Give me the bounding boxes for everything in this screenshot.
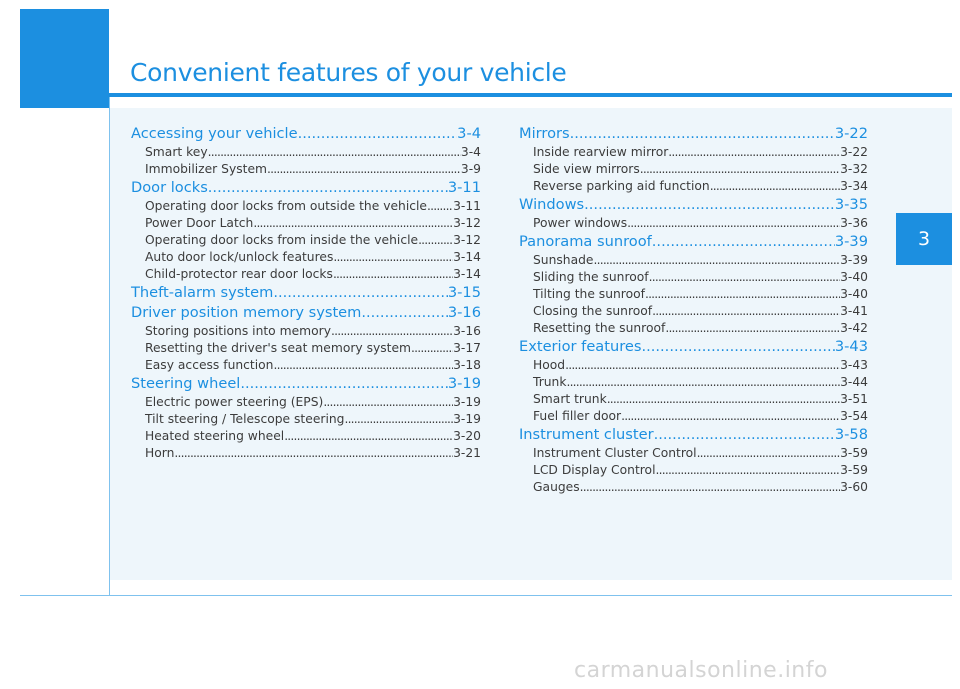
toc-item-page: 3-12 [453,233,481,247]
toc-item-page: 3-16 [453,324,481,338]
toc-item-page: 3-18 [453,358,481,372]
toc-section-label: Steering wheel [131,375,241,392]
toc-section-page: 3-39 [834,233,868,250]
toc-item-label: Inside rearview mirror [533,145,669,159]
dot-leader [333,249,453,266]
toc-section[interactable] [131,303,481,323]
toc-item-page: 3-60 [840,480,868,494]
toc-section-label: Exterior features [519,338,642,355]
toc-item[interactable] [519,178,868,195]
dot-leader [208,144,461,161]
toc-item[interactable] [519,462,868,479]
toc-item-label: Immobilizer System [145,162,268,176]
dot-leader [652,303,840,320]
toc-item-label: Closing the sunroof [533,304,653,318]
toc-item[interactable] [131,215,481,232]
toc-item-page: 3-40 [840,270,868,284]
toc-item-label: Sliding the sunroof [533,270,649,284]
toc-section[interactable] [519,425,868,445]
dot-leader [570,124,835,144]
dot-leader [649,269,840,286]
toc-section-label: Theft-alarm system [131,284,274,301]
footer-rule [20,595,952,596]
dot-leader [668,144,840,161]
toc-section[interactable] [131,283,481,303]
watermark: carmanualsonline.info [574,658,828,683]
toc-item[interactable] [131,340,481,357]
toc-item-page: 3-4 [460,145,481,159]
toc-item-label: Hood [533,358,566,372]
toc-item-label: Fuel filler door [533,409,622,423]
toc-section-label: Accessing your vehicle [131,125,298,142]
toc-item-label: Operating door locks from inside the vehicle [145,233,419,247]
toc-item-label: Heated steering wheel [145,429,285,443]
dot-leader [584,195,835,215]
toc-item[interactable] [519,445,868,462]
toc-item[interactable] [519,479,868,496]
toc-item-label: Storing positions into memory [145,324,331,338]
header-rule [20,93,952,97]
toc-section[interactable] [131,374,481,394]
toc-item-label: Tilt steering / Telescope steering [145,412,345,426]
dot-leader [344,411,453,428]
toc-item-label: Smart key [145,145,208,159]
dot-leader [640,161,840,178]
toc-item-label: Resetting the sunroof [533,321,666,335]
toc-item[interactable] [131,198,481,215]
toc-item[interactable] [519,161,868,178]
toc-item[interactable] [519,357,868,374]
dot-leader [273,357,453,374]
toc-section-page: 3-16 [447,304,481,321]
toc-item-label: Reverse parking aid function [533,179,710,193]
dot-leader [323,394,453,411]
toc-column-left [131,124,481,462]
toc-item-label: Auto door lock/unlock features [145,250,334,264]
dot-leader [580,479,840,496]
dot-leader [240,374,448,394]
toc-item-page: 3-22 [840,145,868,159]
toc-item-page: 3-59 [840,463,868,477]
toc-item-label: Tilting the sunroof [533,287,645,301]
toc-item-page: 3-42 [840,321,868,335]
toc-section-page: 3-11 [447,179,481,196]
toc-item-page: 3-54 [840,409,868,423]
toc-item-label: Trunk [533,375,567,389]
dot-leader [361,303,448,323]
dot-leader [267,161,461,178]
toc-item[interactable] [131,357,481,374]
toc-item[interactable] [131,144,481,161]
toc-section-label: Door locks [131,179,208,196]
dot-leader [656,462,841,479]
toc-item-label: Resetting the driver's seat memory system [145,341,412,355]
toc-item[interactable] [131,428,481,445]
dot-leader [710,178,840,195]
dot-leader [253,215,453,232]
margin-divider [109,97,110,596]
dot-leader [284,428,453,445]
toc-section-label: Instrument cluster [519,426,654,443]
dot-leader [697,445,841,462]
toc-item-page: 3-41 [840,304,868,318]
toc-item-page: 3-40 [840,287,868,301]
dot-leader [665,320,840,337]
dot-leader [594,252,841,269]
toc-item[interactable] [131,232,481,249]
dot-leader [331,323,453,340]
toc-item-label: Side view mirrors [533,162,640,176]
toc-item[interactable] [131,394,481,411]
toc-item[interactable] [519,408,868,425]
toc-section-label: Driver position memory system [131,304,362,321]
dot-leader [641,337,834,357]
dot-leader [208,178,448,198]
toc-section-page: 3-22 [834,125,868,142]
toc-section[interactable] [519,337,868,357]
toc-item-label: LCD Display Control [533,463,656,477]
toc-item-label: Instrument Cluster Control [533,446,697,460]
toc-section-page: 3-15 [447,284,481,301]
dot-leader [298,124,458,144]
toc-item[interactable] [519,252,868,269]
toc-item-label: Easy access function [145,358,274,372]
toc-section[interactable] [131,124,481,144]
toc-item[interactable] [131,266,481,283]
toc-section-page: 3-58 [834,426,868,443]
toc-item-label: Smart trunk [533,392,607,406]
dot-leader [333,266,453,283]
toc-item-page: 3-12 [453,216,481,230]
toc-item-label: Sunshade [533,253,594,267]
dot-leader [645,286,840,303]
toc-item-page: 3-14 [453,250,481,264]
toc-item-page: 3-19 [453,395,481,409]
dot-leader [627,215,840,232]
toc-section-page: 3-43 [834,338,868,355]
toc-item-page: 3-14 [453,267,481,281]
toc-item-page: 3-59 [840,446,868,460]
dot-leader [418,232,453,249]
dot-leader [427,198,453,215]
toc-section-page: 3-35 [834,196,868,213]
toc-item[interactable] [131,411,481,428]
dot-leader [654,425,835,445]
toc-item-page: 3-11 [453,199,481,213]
dot-leader [652,232,835,252]
page-title: Convenient features of your vehicle [130,58,567,87]
toc-item[interactable] [131,161,481,178]
toc-item-label: Operating door locks from outside the vehicle [145,199,427,213]
dot-leader [607,391,840,408]
dot-leader [174,445,453,462]
toc-item-label: Gauges [533,480,580,494]
toc-section[interactable] [519,232,868,252]
toc-item-label: Electric power steering (EPS) [145,395,324,409]
toc-item-page: 3-20 [453,429,481,443]
toc-section[interactable] [519,195,868,215]
toc-item-page: 3-21 [453,446,481,460]
dot-leader [411,340,453,357]
toc-item-page: 3-44 [840,375,868,389]
toc-item[interactable] [519,215,868,232]
toc-section-page: 3-4 [457,125,481,142]
toc-item[interactable] [519,374,868,391]
toc-section-label: Mirrors [519,125,570,142]
toc-item[interactable] [131,445,481,462]
toc-item-label: Power windows [533,216,628,230]
toc-item[interactable] [519,144,868,161]
toc-section-label: Panorama sunroof [519,233,652,250]
toc-item-page: 3-34 [840,179,868,193]
dot-leader [566,374,840,391]
toc-item-page: 3-32 [840,162,868,176]
toc-item-label: Power Door Latch [145,216,254,230]
toc-item-page: 3-36 [840,216,868,230]
toc-item-page: 3-17 [453,341,481,355]
toc-item-label: Horn [145,446,175,460]
toc-item-label: Child-protector rear door locks [145,267,333,281]
dot-leader [273,283,448,303]
toc-item[interactable] [131,323,481,340]
toc-section[interactable] [131,178,481,198]
toc-item-page: 3-43 [840,358,868,372]
toc-section-label: Windows [519,196,585,213]
toc-item-page: 3-51 [840,392,868,406]
dot-leader [621,408,840,425]
toc-item-page: 3-9 [460,162,481,176]
chapter-tab[interactable]: 3 [896,213,952,265]
toc-item-page: 3-19 [453,412,481,426]
toc-item[interactable] [519,286,868,303]
toc-column-right [519,124,868,496]
toc-section-page: 3-19 [447,375,481,392]
dot-leader [565,357,840,374]
toc-section[interactable] [519,124,868,144]
toc-item[interactable] [519,320,868,337]
toc-item[interactable] [519,391,868,408]
toc-item[interactable] [519,269,868,286]
toc-item[interactable] [131,249,481,266]
toc-item[interactable] [519,303,868,320]
toc-item-page: 3-39 [840,253,868,267]
